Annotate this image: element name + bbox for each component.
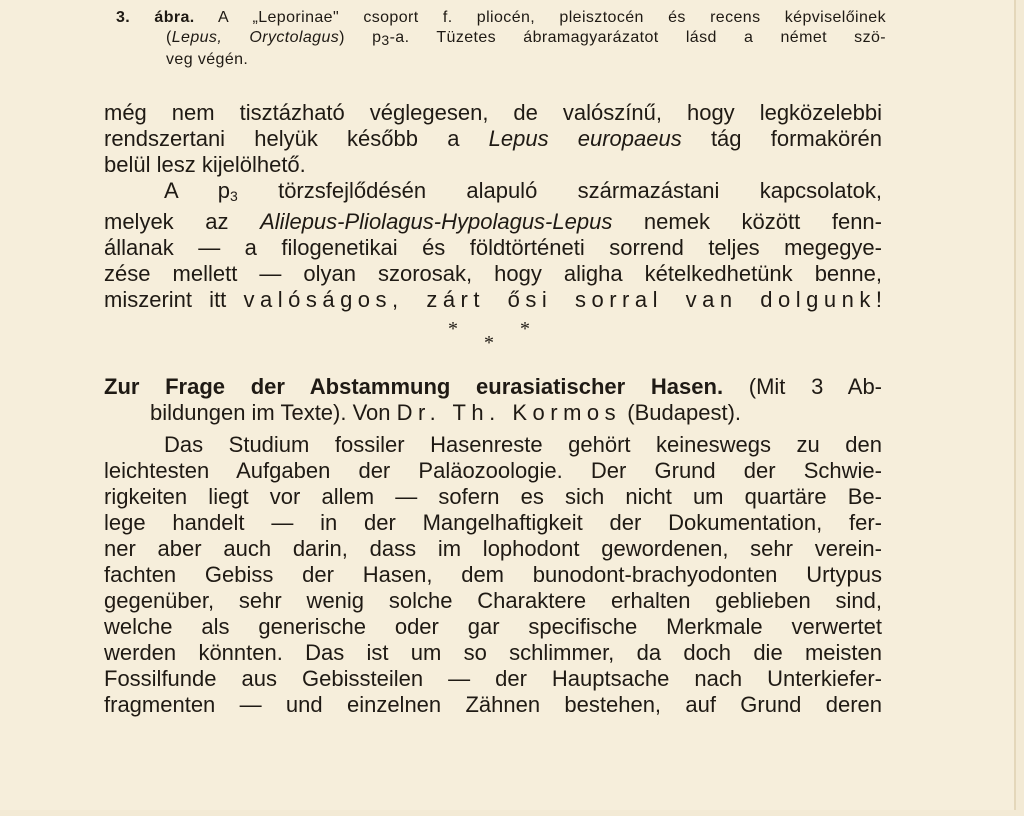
spaced-emphasis: valóságos, zárt ősi sorral van dolgunk (243, 287, 876, 312)
hungarian-paragraph: még nem tisztázható véglegesen, de valószínű, hogy legközelebbi rendszertani helyük később a Lepus europaeus tág formakörén belül lesz kijelölhető. A $p_3$ törzsfejlődésén alapuló származástani kapcsolatok, melyek az Alilepus-Pliolagus-Hypolagus-Lepus nemek között fenn- állanak — a filogenetikai és földtörténeti sorrend teljes megegye- zése mellett — olyan szorosak, hogy aligha kételkedhetünk benne, miszerint itt valóságos, zárt ősi sorral van dolgunk! (104, 100, 883, 312)
article-title: Zur Frage der Abstammung eurasiatischer Hasen. (Mit 3 Ab- (104, 374, 883, 399)
author-name: Dr. Th. Kormos (396, 400, 622, 425)
figure-caption: 3. ábra. A „Leporinae" csoport f. pliocén, pleisztocén és recens képviselőinek (Lepus, Oryctolagus) p3-a. Tüzetes ábramagyarázatot lásd a német szö- veg végén. (116, 9, 887, 68)
german-article: Zur Frage der Abstammung eurasiatischer Hasen. (Mit 3 Ab- bildungen im Texte). Von Dr. Th. Kormos (Budapest). Das Studium fossiler Hasenreste gehört keineswegs zu den leichtesten Aufgaben der Paläozoologie. Der Grund der Schwie- rigkeiten liegt vor allem — sofern es sich nicht um quartäre Be- lege handelt — in der Mangelhaftigkeit der Dokumentation, fer- ner aber auch darin, dass im lophodont gewordenen, sehr verein- fachten Gebiss der Hasen, dem bunodont-brachyodonten Urtypus gegenüber, sehr wenig solche Charaktere erhalten geblieben sind, welche als generische oder gar specifische Merkmale verwertet werden könnten. Das ist um so schlimmer, da doch die meisten Fossilfunde aus Gebissteilen — der Hauptsache nach Unterkiefer- fragmenten — und einzelnen Zähnen bestehen, auf Grund deren (104, 374, 883, 717)
section-separator: * * * (448, 318, 530, 354)
figure-label: 3. ábra. (116, 9, 195, 26)
